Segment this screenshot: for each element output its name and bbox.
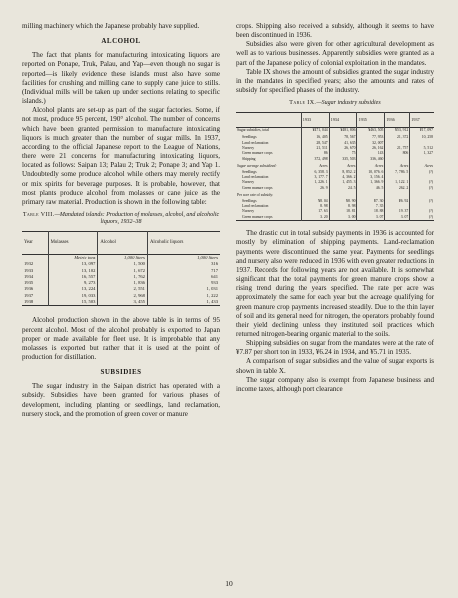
table-cell: 5, 512 bbox=[410, 146, 434, 151]
table-cell: ¥6. 92 bbox=[385, 199, 410, 204]
table-cell: 3, 156. 4 bbox=[357, 175, 385, 180]
table-cell: (?) bbox=[410, 199, 434, 204]
table-cell: 24. 5 bbox=[329, 186, 357, 191]
table-cell: 18. 81 bbox=[329, 209, 357, 214]
table-cell: 46. 5 bbox=[357, 186, 385, 191]
table-cell: (?) bbox=[410, 209, 434, 214]
table-cell: 143 bbox=[357, 151, 385, 156]
table-cell: 7, 786. 5 bbox=[385, 170, 410, 175]
column-header: 1937 bbox=[410, 112, 434, 127]
table-cell: ¥471, 044 bbox=[301, 127, 329, 133]
table-cell: Seedlings bbox=[242, 135, 257, 140]
table-cell: ¥463, 505 bbox=[357, 127, 385, 133]
table-cell: 1, 433 bbox=[147, 299, 220, 306]
table-cell: Per acre rate of subsidy: bbox=[237, 193, 274, 198]
table-cell: 17. 63 bbox=[301, 209, 329, 214]
table-cell: 1, 836 bbox=[98, 280, 148, 286]
table-cell: 16, 557 bbox=[48, 274, 98, 280]
table-cell: 1, 222 bbox=[147, 293, 220, 299]
table-cell: Land reclamation bbox=[242, 204, 269, 209]
left-column bbox=[22, 22, 220, 419]
table-cell: 1, 762 bbox=[98, 274, 148, 280]
table-cell: 1937 bbox=[24, 292, 34, 298]
subsidies-table bbox=[236, 112, 434, 222]
table-cell: 806 bbox=[385, 151, 410, 156]
paragraph: The sugar industry in the Saipan district has operated with a subsidy. Subsidies have been granted for various phases of development, including planting or seedlings, land reclamation, nursery stock, and the promotion of green cover or manure bbox=[22, 382, 220, 418]
table-cell: 3. 07 bbox=[357, 215, 385, 221]
table-cell bbox=[410, 191, 434, 198]
paragraph: crops. Shipping also received a subsidy, although it seems to have been discontinued in 1936. bbox=[236, 22, 434, 40]
table-cell: Nursery bbox=[242, 145, 255, 150]
table-cell: 2, 968 bbox=[98, 293, 148, 299]
table-cell: Sugar subsidies, total bbox=[237, 127, 269, 132]
right-column bbox=[236, 22, 434, 394]
table-cell bbox=[329, 191, 357, 198]
table-cell: 2, 551 bbox=[98, 286, 148, 292]
table-cell: 16, 405 bbox=[301, 133, 329, 140]
section-heading-alcohol: ALCOHOL bbox=[101, 37, 141, 46]
table-cell bbox=[301, 191, 329, 198]
table-cell: 1,000 liters bbox=[98, 254, 148, 261]
table-cell: 6, 358. 3 bbox=[301, 170, 329, 175]
table-cell: 21, 757 bbox=[385, 146, 410, 151]
table-cell: 1, 455. 3 bbox=[329, 180, 357, 185]
paragraph: The fact that plants for manufacturing intoxicating liquors are reported on Ponape, Truk, Palau, and Yap—even though no sugar is reported—is likely evidence these islands must also have some facilities for crushing and milling cane to supply cane juice to stills. (Individual mills will be taken up under sections relating to specific islands.) bbox=[22, 51, 220, 106]
table-cell: Green manure crops bbox=[242, 185, 273, 190]
table-cell: 3, 177. 7 bbox=[301, 175, 329, 180]
table-cell: Land reclamation bbox=[242, 140, 269, 145]
table-cell: 372, 498 bbox=[301, 157, 329, 162]
table-cell: Green manure crops bbox=[242, 214, 273, 219]
table-cell: Land reclamation bbox=[242, 175, 269, 179]
table-cell: 1936 bbox=[24, 286, 34, 292]
table-cell: 21, 372 bbox=[385, 133, 410, 140]
table-cell: (?) bbox=[410, 186, 434, 191]
table-cell: 13, 224 bbox=[48, 286, 98, 292]
table-cell: 1, 122. 1 bbox=[385, 180, 410, 185]
table-cell: Acres bbox=[410, 162, 434, 169]
table-cell: 8. 98 bbox=[301, 204, 329, 209]
table-cell: 1, 327 bbox=[410, 151, 434, 156]
paragraph: Alcohol plants are set-up as part of the sugar factories. Some, if not most, produce 95 percent, 190° alcohol. The number of concerns which have been granted permission to manufacture intoxicating liquors is much greater than the number of sugar mills. In 1937, according to the official Japanese report to the League of Nations, there were 21 concerns for manufacturing intoxicating liquors, located as follows: Saipan 13; Palau 2; Truk 2; Ponape 3; and Yap 1. Undoubtedly some produce alcohol while others may merely rectify or mix spirits for beverage purposes. It is probable, however, that most plants produce alcohol from molasses or cane juice as the primary raw material. Production is shown in the following table: bbox=[22, 106, 220, 206]
column-header bbox=[236, 112, 301, 127]
table-cell: ¥53, 912 bbox=[385, 127, 410, 133]
table-cell: 1, 672 bbox=[98, 268, 148, 274]
table-cell: 15, 503 bbox=[48, 299, 98, 306]
column-header: Alcoholic liquors bbox=[147, 231, 220, 254]
table-cell: 262. 2 bbox=[385, 186, 410, 191]
table-cell: 10, 076. 6 bbox=[357, 170, 385, 175]
table-cell: 3. 00 bbox=[329, 215, 357, 221]
table-cell: 78, 567 bbox=[329, 133, 357, 140]
paragraph: Alcohol production shown in the above table is in terms of 95 percent alcohol. Most of the alcohol probably is exported to Japan proper or made available for fleet use. It is improbable that any molasses is exported but rather that it is used at the point of production for distillation. bbox=[22, 316, 220, 361]
table-body bbox=[236, 127, 434, 221]
table-cell: 41, 635 bbox=[329, 141, 357, 146]
table-cell: 77, 953 bbox=[357, 133, 385, 140]
table-caption bbox=[22, 212, 220, 227]
table-cell bbox=[385, 191, 410, 198]
table-cell: 335, 503 bbox=[329, 157, 357, 162]
table-cell: 641 bbox=[147, 274, 220, 280]
table-cell: Seedlings bbox=[242, 198, 257, 203]
table-title: —Sugar industry subsidies bbox=[316, 100, 381, 107]
table-cell: 26, 670 bbox=[329, 146, 357, 151]
table-cell: 1,000 liters bbox=[147, 254, 220, 261]
table-cell: (?) bbox=[410, 170, 434, 175]
table-cell: 19. 37 bbox=[385, 209, 410, 214]
table-cell: Acres bbox=[357, 162, 385, 169]
column-header: 1935 bbox=[357, 112, 385, 127]
table-cell bbox=[22, 254, 48, 261]
table-cell: Nursery bbox=[242, 180, 255, 185]
section-heading-subsidies: SUBSIDIES bbox=[100, 368, 142, 377]
table-cell: 8. 98 bbox=[329, 204, 357, 209]
table-row bbox=[236, 162, 434, 169]
paragraph: Table IX shows the amount of subsidies granted the sugar industry in the mandates in specified years; also the amounts and rates of subsidy for specified phases of the industry. bbox=[236, 67, 434, 95]
table-cell: 13, 097 bbox=[48, 261, 98, 267]
table-cell: 1, 500 bbox=[98, 261, 148, 267]
paragraph: A comparison of sugar subsidies and the value of sugar exports is shown in table X. bbox=[236, 357, 434, 375]
table-cell: (?) bbox=[410, 180, 434, 185]
column-header: Alcohol bbox=[98, 231, 148, 254]
table-cell: 3, 455 bbox=[98, 299, 148, 306]
table-cell: 4, 366. 2 bbox=[329, 175, 357, 180]
column-header: 1934 bbox=[329, 112, 357, 127]
table-title: —Mandated islands: Production of molasses, alcohol, and alcoholic liquors, 1932–38 bbox=[54, 211, 220, 226]
table-cell: Acres bbox=[385, 162, 410, 169]
table-cell: Shipping bbox=[242, 156, 256, 161]
table-cell: 1932 bbox=[24, 261, 34, 267]
table-cell: 717 bbox=[147, 268, 220, 274]
column-header: 1933 bbox=[301, 112, 329, 127]
table-cell: 28, 547 bbox=[301, 141, 329, 146]
table-cell: ¥8. 90 bbox=[329, 199, 357, 204]
table-cell: Nursery bbox=[242, 209, 255, 214]
table-cell: 13, 102 bbox=[48, 268, 98, 274]
table-cell: 1933 bbox=[24, 267, 34, 273]
table-cell: 316 bbox=[147, 261, 220, 267]
table-cell bbox=[357, 191, 385, 198]
table-cell: (?) bbox=[410, 215, 434, 221]
table-row bbox=[236, 133, 434, 140]
table-cell: 3. 20 bbox=[301, 215, 329, 221]
table-cell: 1, 226. 1 bbox=[301, 180, 329, 185]
column-header: Molasses bbox=[48, 231, 98, 254]
table-cell: ¥7. 30 bbox=[357, 199, 385, 204]
table-cell: 10, 258 bbox=[410, 133, 434, 140]
table-row bbox=[22, 299, 220, 306]
production-table bbox=[22, 231, 220, 306]
table-cell: 1938 bbox=[24, 299, 34, 305]
table-cell: Acres bbox=[329, 162, 357, 169]
table-cell: 7. 35 bbox=[357, 204, 385, 209]
table-cell: ¥8. 04 bbox=[301, 199, 329, 204]
table-cell: 8, 852. 2 bbox=[329, 170, 357, 175]
paragraph: The sugar company also is exempt from Japanese business and income taxes, although port clearance bbox=[236, 375, 434, 393]
table-cell: ¥17, 097 bbox=[410, 127, 434, 133]
table-cell: 18. 88 bbox=[357, 209, 385, 214]
table-body bbox=[22, 254, 220, 305]
table-cell: 1934 bbox=[24, 273, 34, 279]
paragraph: The drastic cut in total subsidy payments in 1936 is accounted for mostly by elimination of shipping payments. Land-reclamation payments were discontinued the same year. Payments for seedlings and nursery also were reduced in 1936 with even greater reductions in 1937. Records for following years are not available. It is somewhat significant that the total payments for green manure crops show a rising trend during the years specified. The rate per acre was approximately the same for each year but the acreage qualifying for green manure crop payments increased steadily. Due to the thin layer of soil and its general need for nitrogen, the operators probably found their yield declining unless they instituted soil practices which returned nitrogen-bearing organic material to the soils. bbox=[236, 229, 434, 338]
table-cell: 86 bbox=[301, 151, 329, 156]
table-cell: 1, 366. 9 bbox=[357, 180, 385, 185]
table-number: Table VIII. bbox=[22, 211, 55, 218]
units-row bbox=[22, 254, 220, 261]
paragraph: milling machinery which the Japanese probably have supplied. bbox=[22, 22, 200, 30]
table-cell: 75 bbox=[329, 151, 357, 156]
paragraph: Shipping subsidies on sugar from the mandates were at the rate of ¥7.87 per short ton in 1933, ¥6.24 in 1934, and ¥5.71 in 1935. bbox=[236, 339, 434, 357]
table-cell: 3. 07 bbox=[385, 215, 410, 221]
table-cell: Acres bbox=[301, 162, 329, 169]
table-cell: Green manure crops bbox=[242, 151, 273, 156]
page-number: 10 bbox=[225, 579, 233, 588]
table-cell: 336, 460 bbox=[357, 157, 385, 162]
table-cell: Seedlings bbox=[242, 169, 257, 174]
table-row bbox=[236, 191, 434, 198]
table-cell: Sugar acreage subsidized: bbox=[237, 164, 277, 169]
table-cell: 19, 033 bbox=[48, 293, 98, 299]
table-cell: 26. 9 bbox=[301, 186, 329, 191]
table-cell: Metric tons bbox=[48, 254, 98, 261]
table-cell: 933 bbox=[147, 280, 220, 286]
table-number: Table IX. bbox=[289, 100, 317, 107]
table-caption bbox=[236, 100, 434, 108]
table-cell: 32, 007 bbox=[357, 141, 385, 146]
column-header: 1936 bbox=[385, 112, 410, 127]
table-cell: 9, 273 bbox=[48, 280, 98, 286]
table-cell: 1, 031 bbox=[147, 286, 220, 292]
table-cell: 1935 bbox=[24, 280, 34, 286]
paragraph: Subsidies also were given for other agricultural development as well as to various businesses. Apparently subsidies were granted as a part of the Japanese policy of colonial exploitation in the mandates. bbox=[236, 40, 434, 67]
table-row bbox=[236, 215, 434, 221]
table-cell: 26, 162 bbox=[357, 146, 385, 151]
column-header: Year bbox=[24, 239, 33, 245]
table-cell: ¥481, 806 bbox=[329, 127, 357, 133]
table-cell: 21, 511 bbox=[301, 146, 329, 151]
